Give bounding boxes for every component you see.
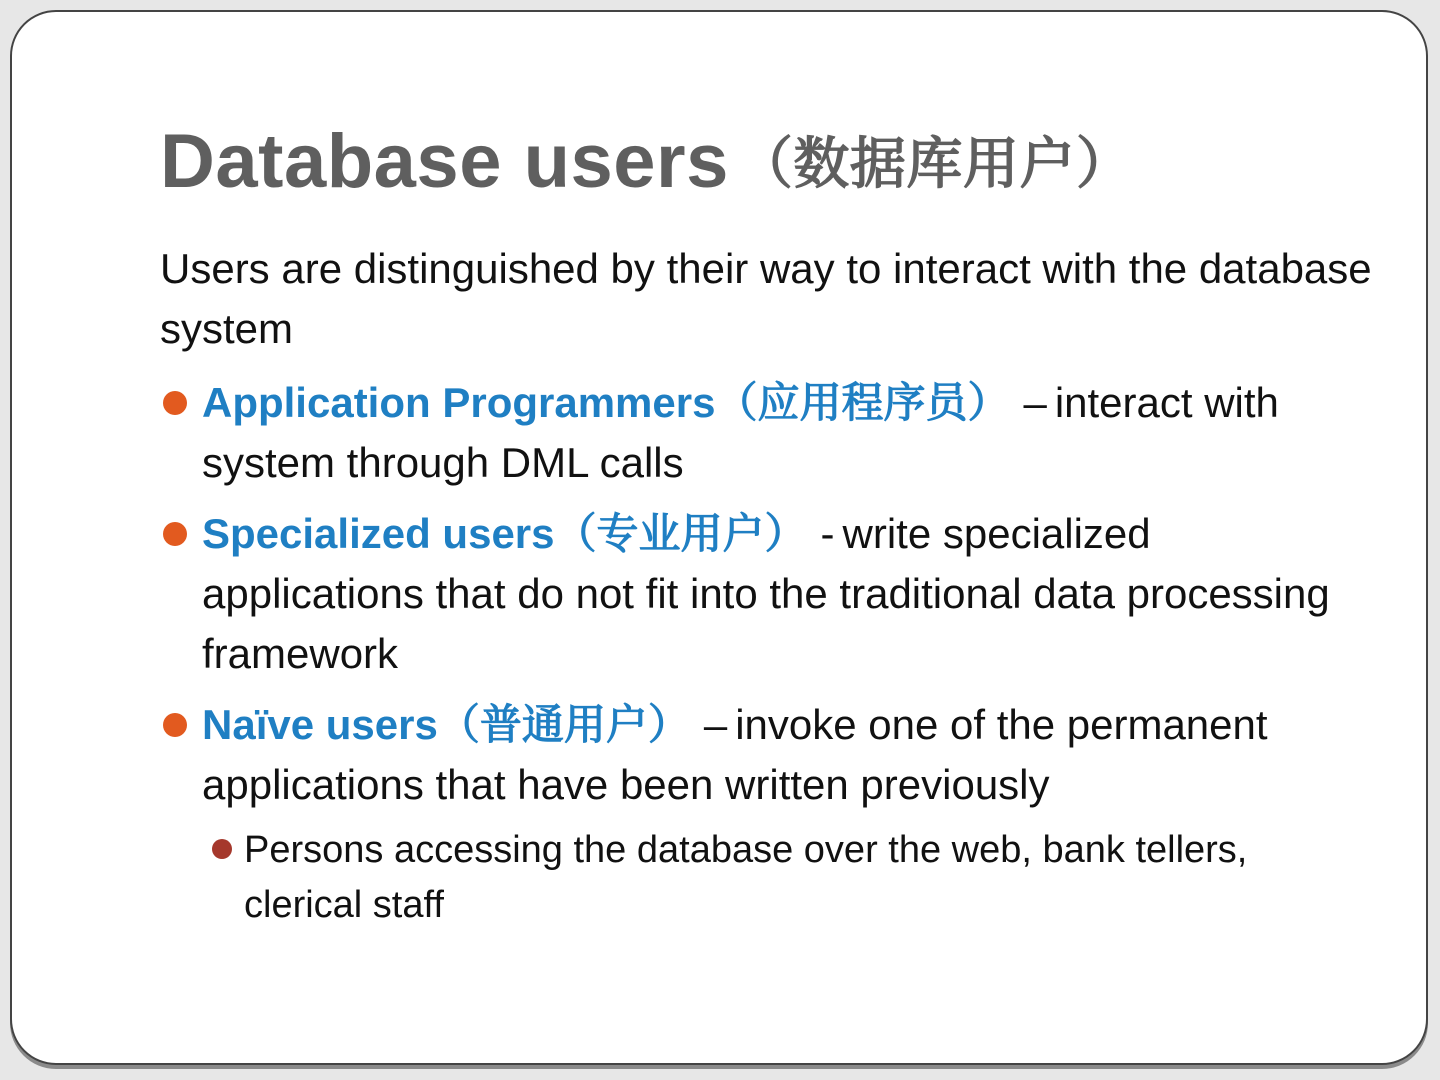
item-separator: – — [1023, 378, 1047, 426]
sub-list-item — [202, 823, 1375, 933]
slide-title — [160, 120, 1375, 204]
bullet-icon — [163, 522, 187, 546]
sub-bullet-icon — [212, 839, 232, 859]
item-separator: - — [820, 509, 835, 557]
term-application-programmers: Application Programmers（应用程序员） — [202, 378, 1010, 426]
item-separator: – — [703, 700, 728, 748]
term-specialized-users: Specialized users（专业用户） — [202, 509, 807, 557]
slide — [10, 10, 1428, 1065]
item-description: invoke one of the permanent applications that have been written previously — [202, 700, 1268, 808]
intro-paragraph: Users are distinguished by their way to interact with the database system — [160, 244, 1372, 352]
term-naive-users: Naïve users（普通用户） — [202, 700, 690, 748]
list-item — [160, 373, 1375, 493]
bullet-icon — [163, 713, 187, 737]
title-chinese: （数据库用户） — [736, 132, 1133, 195]
list-item — [160, 504, 1375, 684]
bullet-list — [160, 373, 1375, 933]
bullet-icon — [163, 391, 187, 415]
sub-bullet-list — [202, 823, 1375, 933]
slide-content — [160, 120, 1375, 944]
title-main: Database users — [160, 119, 729, 204]
list-item — [160, 695, 1375, 933]
item-description: interact with system through DML calls — [202, 378, 1279, 486]
sub-item-text: Persons accessing the database over the web, bank tellers, clerical staff — [244, 828, 1248, 926]
item-description: write specialized applications that do not fit into the traditional data processing framework — [202, 509, 1330, 677]
